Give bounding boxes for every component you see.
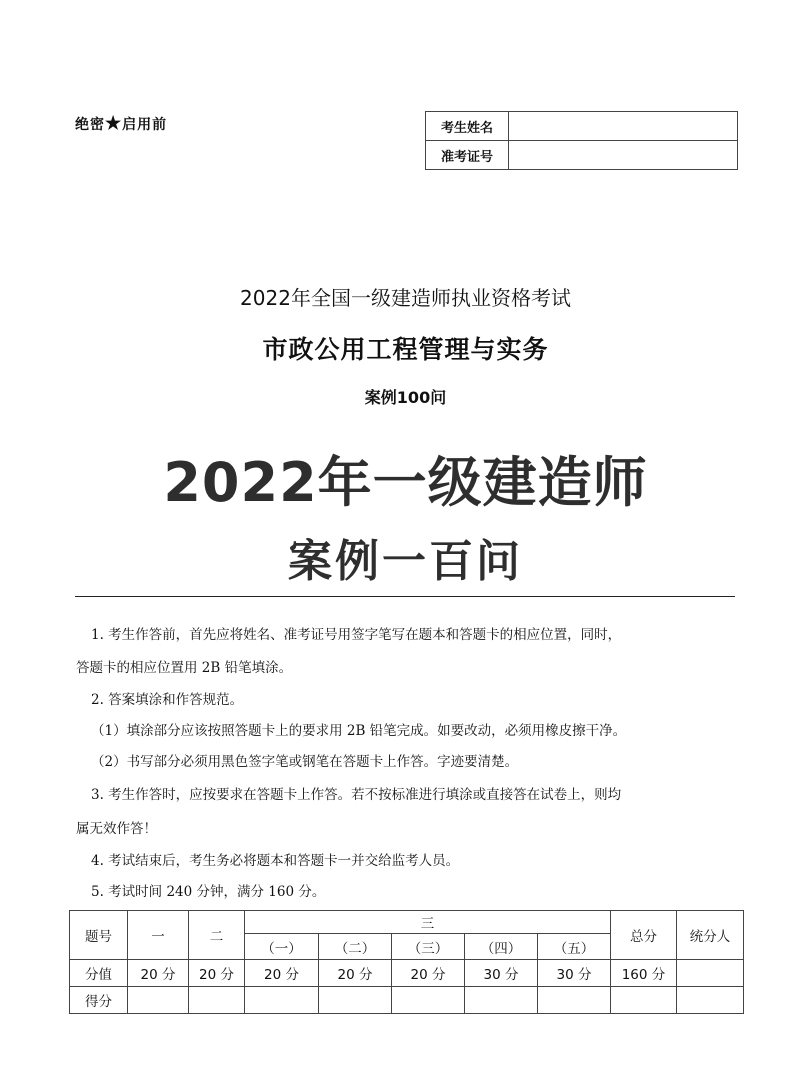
- score-cell[interactable]: [465, 987, 538, 1014]
- star-icon: ★: [105, 113, 123, 134]
- instruction-line: 2. 答案填涂和作答规范。: [91, 692, 244, 708]
- score-cell[interactable]: [189, 987, 245, 1014]
- header-sub-3: （三）: [392, 934, 465, 960]
- instruction-line: 3. 考生作答时，应按要求在答题卡上作答。若不按标准进行填涂或直接答在试卷上，则均: [91, 787, 622, 803]
- header-part-3: 三: [245, 911, 611, 934]
- row-label-got: 得分: [70, 987, 128, 1014]
- header-sub-5: （五）: [538, 934, 611, 960]
- id-label: 准考证号: [426, 141, 509, 170]
- name-label: 考生姓名: [426, 112, 509, 141]
- name-field[interactable]: [509, 112, 738, 141]
- row-label-value: 分值: [70, 960, 128, 987]
- id-field[interactable]: [509, 141, 738, 170]
- divider: [75, 596, 735, 597]
- value-cell: 20 分: [319, 960, 392, 987]
- confidential-label: [75, 113, 167, 134]
- score-cell[interactable]: [245, 987, 319, 1014]
- instruction-line: （2）书写部分必须用黑色签字笔或钢笔在答题卡上作答。字迹要清楚。: [91, 754, 519, 770]
- header-sub-2: （二）: [319, 934, 392, 960]
- value-cell: 30 分: [538, 960, 611, 987]
- header-sub-1: （一）: [245, 934, 319, 960]
- value-cell: 20 分: [245, 960, 319, 987]
- instruction-line: 4. 考试结束后，考生务必将题本和答题卡一并交给监考人员。: [91, 853, 460, 869]
- instruction-line: 1. 考生作答前，首先应将姓名、准考证号用签字笔写在题本和答题卡的相应位置，同时，: [91, 627, 622, 643]
- header-part-2: 二: [189, 911, 245, 960]
- score-cell[interactable]: [128, 987, 189, 1014]
- value-cell: 20 分: [189, 960, 245, 987]
- table-row: [70, 960, 744, 987]
- score-table: [69, 910, 744, 1014]
- instruction-line: 属无效作答！: [76, 821, 157, 837]
- value-cell: 160 分: [611, 960, 677, 987]
- candidate-info-table: [425, 111, 738, 170]
- score-cell[interactable]: [611, 987, 677, 1014]
- score-cell[interactable]: [392, 987, 465, 1014]
- before-use-text: 启用前: [122, 117, 168, 133]
- subtitle: 案例100问: [364, 388, 447, 407]
- grader-cell[interactable]: [677, 987, 744, 1014]
- score-cell[interactable]: [319, 987, 392, 1014]
- secret-text: 绝密: [75, 117, 105, 133]
- exam-title: 2022年全国一级建造师执业资格考试: [240, 286, 571, 310]
- table-row: [70, 987, 744, 1014]
- instruction-line: 答题卡的相应位置用 2B 铅笔填涂。: [76, 660, 293, 676]
- header-part-1: 一: [128, 911, 189, 960]
- big-title-line2: 案例一百问: [288, 536, 523, 587]
- score-cell[interactable]: [538, 987, 611, 1014]
- value-cell: 20 分: [392, 960, 465, 987]
- big-title-line1: 2022年一级建造师: [163, 451, 648, 514]
- header-question-no: 题号: [70, 911, 128, 960]
- header-grader: 统分人: [677, 911, 744, 960]
- instruction-line: （1）填涂部分应该按照答题卡上的要求用 2B 铅笔完成。如要改动，必须用橡皮擦干净。: [91, 723, 627, 739]
- grader-cell[interactable]: [677, 960, 744, 987]
- value-cell: 30 分: [465, 960, 538, 987]
- subject-title: 市政公用工程管理与实务: [262, 335, 549, 364]
- value-cell: 20 分: [128, 960, 189, 987]
- instruction-line: 5. 考试时间 240 分钟，满分 160 分。: [91, 884, 326, 900]
- header-total: 总分: [611, 911, 677, 960]
- header-sub-4: （四）: [465, 934, 538, 960]
